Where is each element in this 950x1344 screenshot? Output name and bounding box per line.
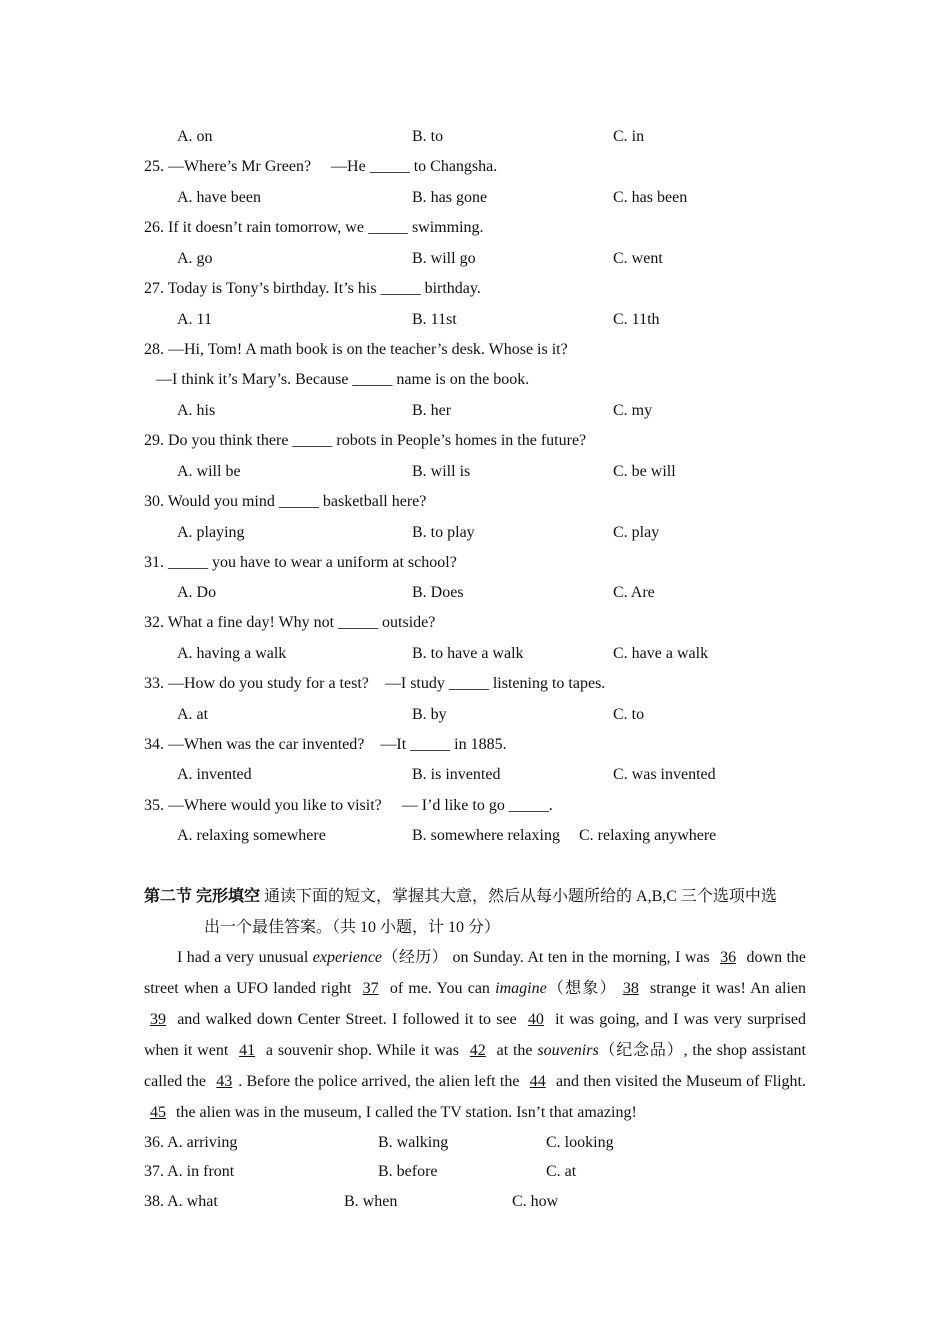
- section2-instruction: 通读下面的短文，掌握其大意，然后从每小题所给的 A,B,C 三个选项中选: [264, 888, 777, 905]
- passage-gloss: （纪念品）: [598, 1042, 684, 1059]
- blank-40: 40: [527, 1011, 544, 1028]
- passage-word-imagine: imagine: [495, 980, 547, 997]
- passage-text: at the: [491, 1042, 538, 1059]
- q35-option-b: B. somewhere relaxing: [412, 827, 560, 844]
- blank-45: 45: [150, 1104, 166, 1121]
- passage-text: strange it was! An alien: [644, 980, 806, 997]
- q31-option-c: C. Are: [613, 584, 655, 601]
- q24-option-b: B. to: [412, 128, 444, 145]
- blank-41: 41: [239, 1042, 256, 1059]
- q25-stem: 25. —Where’s Mr Green? —He _____ to Changsha.: [144, 158, 498, 175]
- passage-gloss: （经历）: [382, 949, 449, 966]
- q33-option-b: B. by: [412, 706, 447, 723]
- passage-paragraph: [144, 942, 806, 1128]
- q37-option-c: C. at: [546, 1163, 577, 1180]
- q24-option-c: C. in: [613, 128, 645, 145]
- q38-option-c: C. how: [512, 1193, 559, 1210]
- passage-text: and walked down Center Street. I followed it to see: [172, 1011, 522, 1028]
- q27-option-c: C. 11th: [613, 311, 660, 328]
- q30-option-b: B. to play: [412, 524, 475, 541]
- q34-option-c: C. was invented: [613, 766, 716, 783]
- cloze-passage: [144, 942, 806, 1128]
- q26-option-a: A. go: [177, 250, 213, 267]
- q34-stem: 34. —When was the car invented? —It _____ in 1885.: [144, 736, 507, 753]
- q25-option-c: C. has been: [613, 189, 688, 206]
- q37-option-b: B. before: [378, 1163, 438, 1180]
- q29-option-b: B. will is: [412, 463, 471, 480]
- q34-option-a: A. invented: [177, 766, 252, 783]
- q38-option-b: B. when: [344, 1193, 398, 1210]
- q35-option-c: C. relaxing anywhere: [579, 827, 717, 844]
- q31-stem: 31. _____ you have to wear a uniform at school?: [144, 554, 457, 571]
- q29-stem: 29. Do you think there _____ robots in People’s homes in the future?: [144, 432, 587, 449]
- passage-text: , the shop assistant called the: [144, 1042, 806, 1090]
- q26-option-c: C. went: [613, 250, 663, 267]
- q32-option-a: A. having a walk: [177, 645, 287, 662]
- q32-option-c: C. have a walk: [613, 645, 709, 662]
- q29-option-c: C. be will: [613, 463, 676, 480]
- section2-header: [144, 887, 806, 907]
- passage-text: down the street when a UFO landed right: [144, 949, 807, 997]
- q25-option-a: A. have been: [177, 189, 261, 206]
- q36-option-b: B. walking: [378, 1134, 449, 1151]
- blank-36: 36: [720, 949, 737, 966]
- q30-option-a: A. playing: [177, 524, 245, 541]
- blank-43: 43: [216, 1073, 233, 1090]
- q34-option-b: B. is invented: [412, 766, 501, 783]
- q33-option-c: C. to: [613, 706, 645, 723]
- passage-text: a souvenir shop. While it was: [261, 1042, 464, 1059]
- passage-text: and then visited the Museum of Flight.: [551, 1073, 806, 1090]
- q32-option-b: B. to have a walk: [412, 645, 524, 662]
- q30-option-c: C. play: [613, 524, 660, 541]
- q38-option-a: 38. A. what: [144, 1193, 218, 1210]
- blank-42: 42: [469, 1042, 486, 1059]
- q31-option-b: B. Does: [412, 584, 464, 601]
- q37-option-a: 37. A. in front: [144, 1163, 235, 1180]
- q27-stem: 27. Today is Tony’s birthday. It’s his _____ birthday.: [144, 280, 481, 297]
- q32-stem: 32. What a fine day! Why not _____ outside?: [144, 614, 436, 631]
- q26-option-b: B. will go: [412, 250, 476, 267]
- q35-stem: 35. —Where would you like to visit? — I’d like to go _____.: [144, 797, 553, 814]
- q35-option-a: A. relaxing somewhere: [177, 827, 326, 844]
- passage-text: on Sunday. At ten in the morning, I was: [448, 949, 715, 966]
- blank-44: 44: [529, 1073, 546, 1090]
- q27-option-b: B. 11st: [412, 311, 457, 328]
- q28-option-b: B. her: [412, 402, 452, 419]
- q30-stem: 30. Would you mind _____ basketball here?: [144, 493, 427, 510]
- blank-38: 38: [622, 980, 639, 997]
- passage-text: I had a very unusual: [177, 949, 313, 966]
- q33-option-a: A. at: [177, 706, 209, 723]
- passage-text: it was going, and I was very surprised when it went: [144, 1011, 806, 1059]
- section2-instruction-cont: 出一个最佳答案。（共 10 小题，计 10 分）: [204, 919, 501, 936]
- q33-stem: 33. —How do you study for a test? —I study _____ listening to tapes.: [144, 675, 606, 692]
- q31-option-a: A. Do: [177, 584, 217, 601]
- q29-option-a: A. will be: [177, 463, 241, 480]
- passage-word-experience: experience: [312, 949, 383, 966]
- q36-option-a: 36. A. arriving: [144, 1134, 238, 1151]
- q28-stem: 28. —Hi, Tom! A math book is on the teacher’s desk. Whose is it?: [144, 341, 568, 358]
- blank-37: 37: [362, 980, 379, 997]
- q27-option-a: A. 11: [177, 311, 212, 328]
- q28-stem-reply: —I think it’s Mary’s. Because _____ name is on the book.: [156, 371, 530, 388]
- blank-39: 39: [150, 1011, 166, 1028]
- q25-option-b: B. has gone: [412, 189, 488, 206]
- q28-option-c: C. my: [613, 402, 653, 419]
- passage-text: of me. You can: [384, 980, 496, 997]
- q26-stem: 26. If it doesn’t rain tomorrow, we _____ swimming.: [144, 219, 484, 236]
- q28-option-a: A. his: [177, 402, 216, 419]
- passage-word-souvenirs: souvenirs: [537, 1042, 599, 1059]
- q36-option-c: C. looking: [546, 1134, 614, 1151]
- passage-gloss: （想象）: [546, 980, 617, 997]
- section2-heading: 第二节 完形填空: [144, 888, 261, 905]
- passage-text: . Before the police arrived, the alien left the: [238, 1073, 524, 1090]
- q24-option-a: A. on: [177, 128, 213, 145]
- passage-text: the alien was in the museum, I called the TV station. Isn’t that amazing!: [172, 1104, 637, 1121]
